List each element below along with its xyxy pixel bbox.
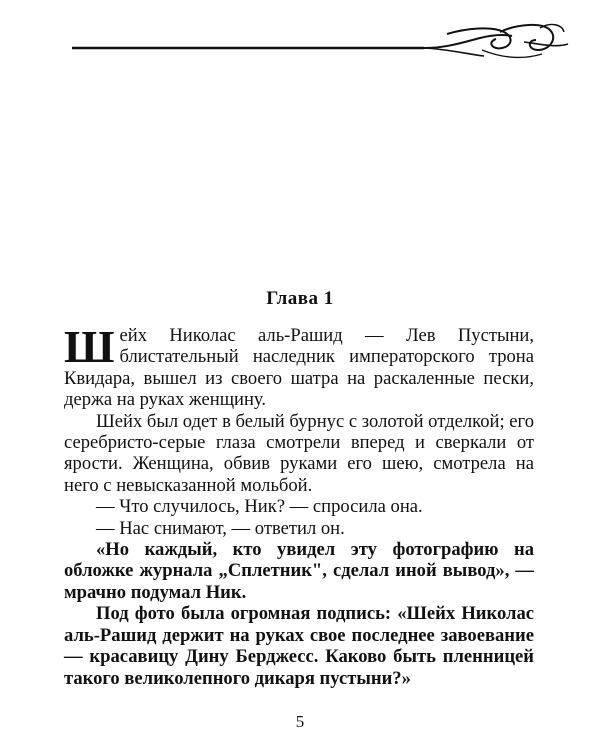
paragraph-3: — Что случилось, Ник? — спросила она. [96, 496, 423, 518]
paragraph-6: Под фото была огромная подпись: «Шейх Николас аль-Рашид держит на руках свое последнее завоевание — красавицу Дину Берджесс. Каково быть пленницей такого великолепного дикаря пустыни?» [64, 603, 534, 689]
page-number: 5 [295, 712, 305, 731]
paragraph-2: Шейх был одет в белый бурнус с золотой отделкой; его серебристо-серые глаза смотрели вперед и сверкали от ярости. Женщина, обвив руками его шею, смотрела на него с невысказанной мольбой. [64, 410, 534, 496]
chapter-title: Глава 1 [266, 288, 334, 309]
paragraph-4: — Нас снимают, — ответил он. [96, 517, 345, 539]
body-text [64, 321, 534, 689]
paragraph-1 [64, 321, 534, 411]
paragraph-5: «Но каждый, кто увидел эту фотографию на обложке журнала „Сплетник", сделал иной вывод», — мрачно подумал Ник. [64, 539, 534, 603]
header-ornament-icon [72, 18, 572, 62]
paragraph-1-text: ейх Николас аль-Рашид — Лев Пустыни, блистательный наследник императорского трона Квидара, вышел из своего шатра на раскаленные пески, держа на руках женщину. [64, 325, 534, 411]
drop-cap: Ш [64, 321, 114, 372]
